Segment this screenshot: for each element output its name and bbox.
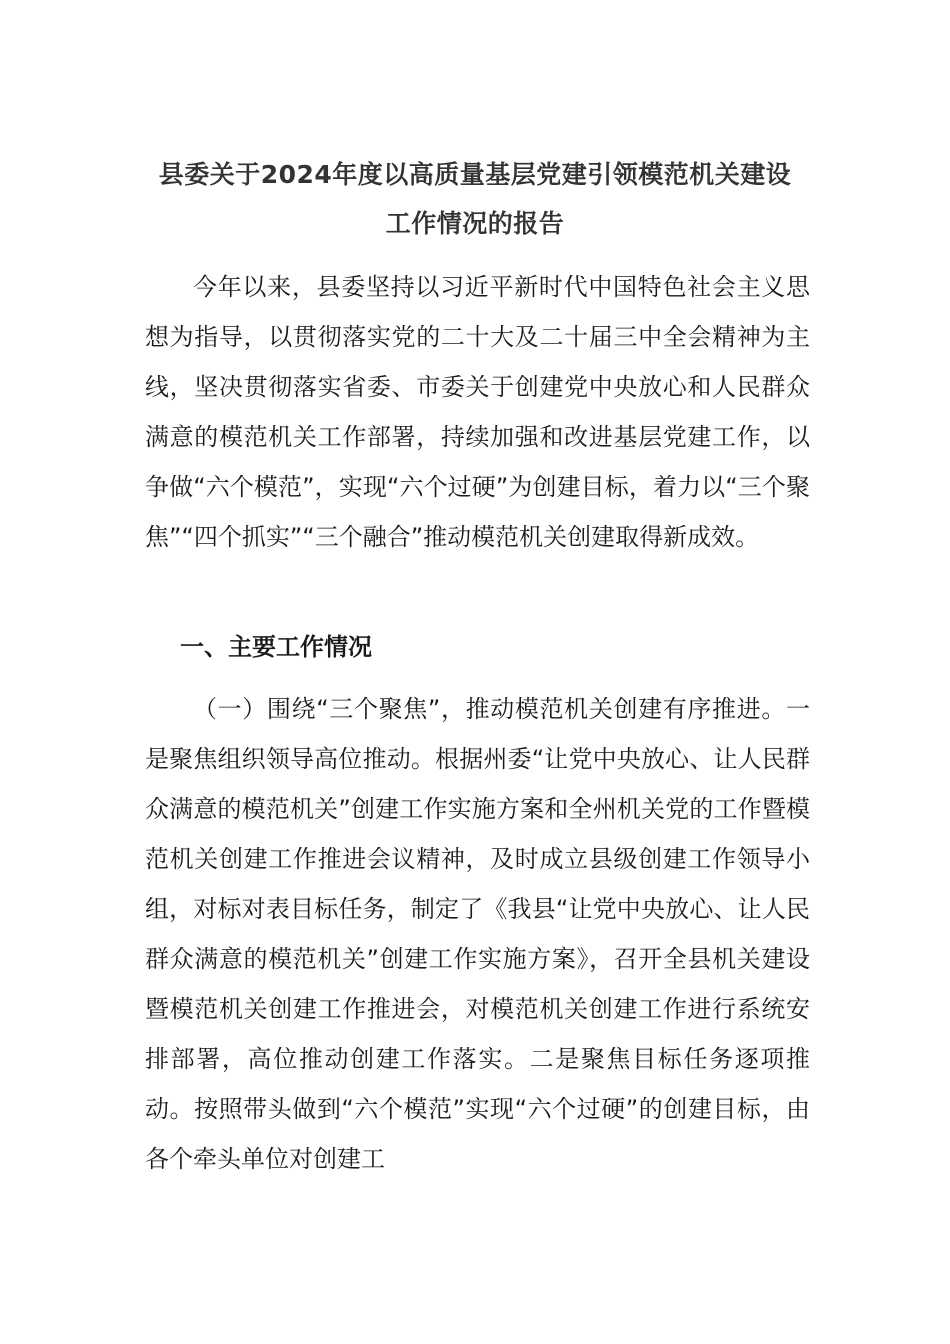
- body-paragraph: （一）围绕“三个聚焦”，推动模范机关创建有序推进。一是聚焦组织领导高位推动。根据州委“让党中央放心、让人民群众满意的模范机关”创建工作实施方案和全州机关党的工作暨模范机关创建工作推进会议精神，及时成立县级创建工作领导小组，对标对表目标任务，制定了《我县“让党中央放心、让人民群众满意的模范机关”创建工作实施方案》，召开全县机关建设暨模范机关创建工作推进会，对模范机关创建工作进行系统安排部署，高位推动创建工作落实。二是聚焦目标任务逐项推动。按照带头做到“六个模范”实现“六个过硬”的创建目标，由各个牵头单位对创建工: [145, 695, 810, 1173]
- intro-paragraph: 今年以来，县委坚持以习近平新时代中国特色社会主义思想为指导，以贯彻落实党的二十大及二十届三中全会精神为主线，坚决贯彻落实省委、市委关于创建党中央放心和人民群众满意的模范机关工作部署，持续加强和改进基层党建工作，以争做“六个模范”，实现“六个过硬”为创建目标，着力以“三个聚焦”“四个抓实”“三个融合”推动模范机关创建取得新成效。: [145, 273, 810, 551]
- document-title-line-2: 工作情况的报告: [385, 209, 565, 238]
- document-title-line-1: 县委关于2024年度以高质量基层党建引领模范机关建设: [158, 160, 792, 189]
- section-heading: 一、主要工作情况: [180, 633, 372, 661]
